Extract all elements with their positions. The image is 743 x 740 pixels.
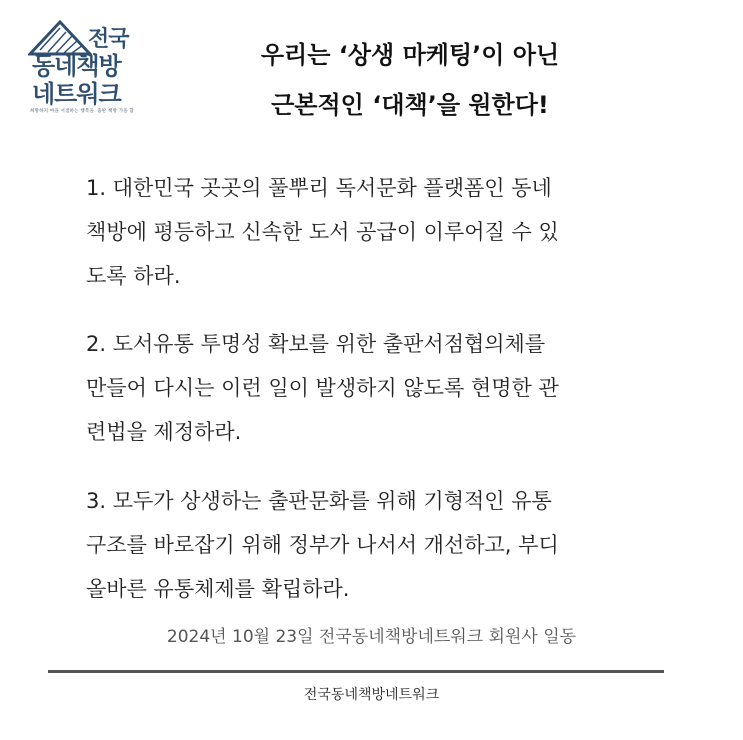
logo-tagline: 희망하지 마을 서점하는 행복을. 출판 책방 가을 함 bbox=[30, 109, 134, 114]
demand-line: 구조를 바로잡기 위해 정부가 나서서 개선하고, 부디 bbox=[86, 533, 559, 557]
headline bbox=[150, 30, 670, 130]
signature-line: 2024년 10월 23일 전국동네책방네트워크 회원사 일동 bbox=[166, 627, 577, 647]
demand-line: 도록 하라. bbox=[86, 264, 181, 288]
logo-text-line-1: 전국 bbox=[88, 27, 129, 52]
demand-item-2 bbox=[86, 322, 686, 454]
logo-text-line-3: 네트워크 bbox=[32, 80, 121, 108]
demand-line: 2. 도서유통 투명성 확보를 위한 출판서점협의체를 bbox=[86, 332, 546, 356]
logo-text-line-2: 동네책방 bbox=[32, 52, 121, 80]
demand-line: 책방에 평등하고 신속한 도서 공급이 이루어질 수 있 bbox=[86, 220, 559, 244]
footer-label: 전국동네책방네트워크 bbox=[303, 687, 440, 703]
demand-line: 올바른 유통체제를 확립하라. bbox=[86, 577, 350, 601]
divider bbox=[48, 670, 664, 673]
headline-line-2: 근본적인 ‘대책’을 원한다! bbox=[271, 91, 549, 119]
demand-item-1 bbox=[86, 166, 686, 298]
demand-item-3 bbox=[86, 479, 686, 611]
network-logo bbox=[28, 18, 156, 118]
demand-line: 1. 대한민국 곳곳의 풀뿌리 독서문화 플랫폼인 동네 bbox=[86, 176, 552, 200]
demand-line: 만들어 다시는 이런 일이 발생하지 않도록 현명한 관 bbox=[86, 376, 559, 400]
demand-line: 3. 모두가 상생하는 출판문화를 위해 기형적인 유통 bbox=[86, 489, 552, 513]
headline-line-1: 우리는 ‘상생 마케팅’이 아닌 bbox=[260, 41, 560, 69]
demand-line: 련법을 제정하라. bbox=[86, 420, 242, 444]
